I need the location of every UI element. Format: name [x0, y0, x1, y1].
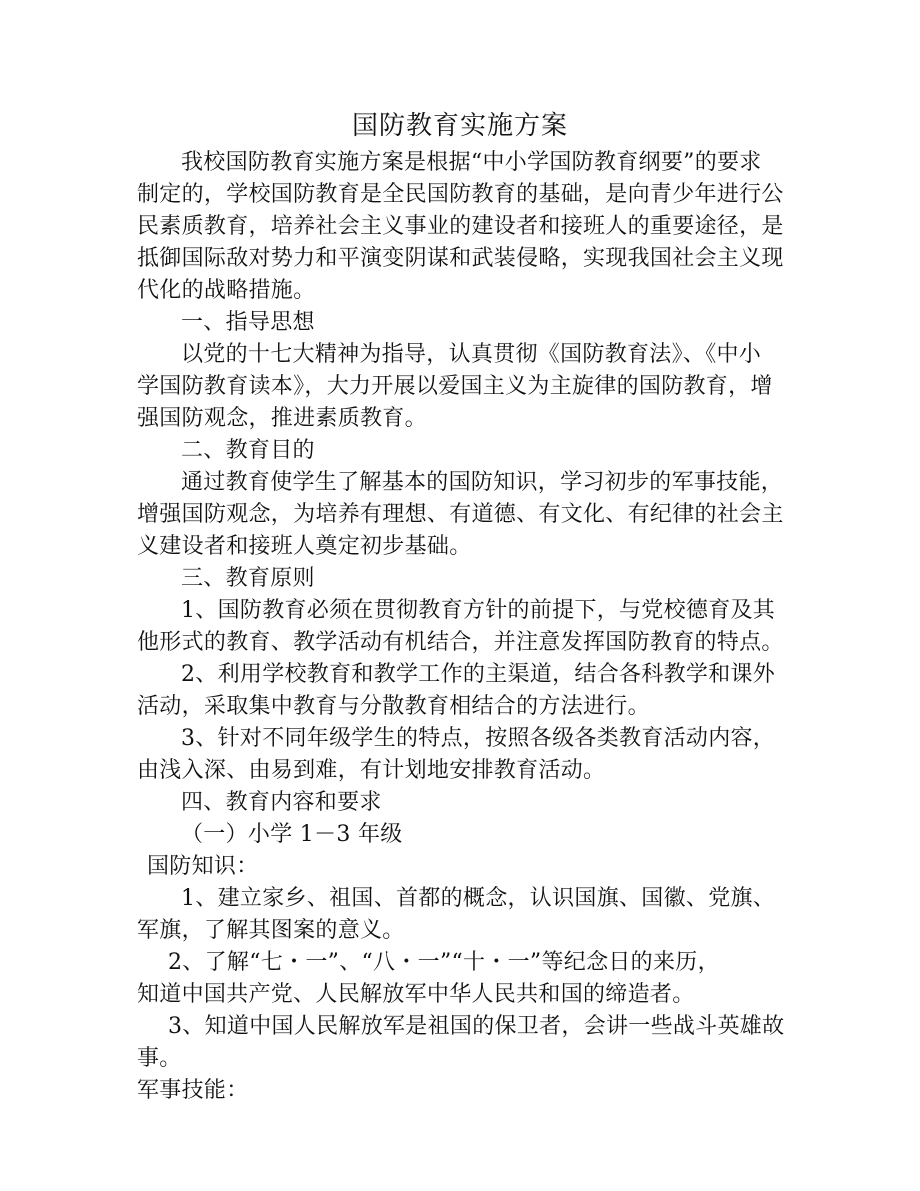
paragraph-line: 代化的战略措施。	[137, 278, 316, 303]
paragraph-line: 事。	[137, 1046, 182, 1071]
paragraph-line: 通过教育使学生了解基本的国防知识，学习初步的军事技能，	[181, 470, 784, 495]
paragraph-line: 他形式的教育、教学活动有机结合，并注意发挥国防教育的特点。	[137, 630, 784, 655]
paragraph-line: 1、国防教育必须在贯彻教育方针的前提下，与党校德育及其	[181, 598, 776, 623]
paragraph-line: 学国防教育读本》，大力开展以爱国主义为主旋律的国防教育，增	[137, 374, 773, 399]
paragraph-line: 军旗，了解其图案的意义。	[137, 918, 405, 943]
paragraph-line: 增强国防观念，为培养有理想、有道德、有文化、有纪律的社会主	[137, 502, 784, 527]
subsection-label: 军事技能：	[137, 1078, 249, 1103]
paragraph-line: 由浅入深、由易到难，有计划地安排教育活动。	[137, 758, 606, 783]
paragraph-line: 3、知道中国人民解放军是祖国的保卫者，会讲一些战斗英雄故	[168, 1014, 785, 1039]
document-title: 国防教育实施方案	[351, 111, 568, 141]
paragraph-line: 民素质教育，培养社会主义事业的建设者和接班人的重要途径，是	[137, 214, 784, 239]
paragraph-line: 2、利用学校教育和教学工作的主渠道，结合各科教学和课外	[181, 662, 776, 687]
section-heading: 一、指导思想	[181, 310, 315, 335]
paragraph-line: 强国防观念，推进素质教育。	[137, 406, 427, 431]
paragraph-line: 抵御国际敌对势力和平演变阴谋和武装侵略，实现我国社会主义现	[137, 246, 784, 271]
paragraph-line: 1、建立家乡、祖国、首都的概念，认识国旗、国徽、党旗、	[181, 886, 776, 911]
section-heading: 二、教育目的	[181, 438, 315, 463]
paragraph-line: 3、针对不同年级学生的特点，按照各级各类教育活动内容，	[181, 726, 776, 751]
section-heading: 四、教育内容和要求	[181, 790, 382, 815]
paragraph-line: 2、了解“七・一”、“八・一”“十・一”等纪念日的来历，	[168, 950, 720, 975]
subsection-label: 国防知识：	[147, 854, 259, 879]
paragraph-line: 义建设者和接班人奠定初步基础。	[137, 534, 472, 559]
paragraph-line: 制定的，学校国防教育是全民国防教育的基础，是向青少年进行公	[137, 182, 784, 207]
subsection-heading: （一）小学 1－3 年级	[181, 822, 403, 847]
section-heading: 三、教育原则	[181, 566, 315, 591]
paragraph-line: 知道中国共产党、人民解放军中华人民共和国的缔造者。	[137, 982, 695, 1007]
paragraph-line: 我校国防教育实施方案是根据“中小学国防教育纲要”的要求	[181, 150, 762, 175]
paragraph-line: 以党的十七大精神为指导，认真贯彻《国防教育法》、《中小	[181, 342, 762, 367]
paragraph-line: 活动，采取集中教育与分散教育相结合的方法进行。	[137, 694, 650, 719]
